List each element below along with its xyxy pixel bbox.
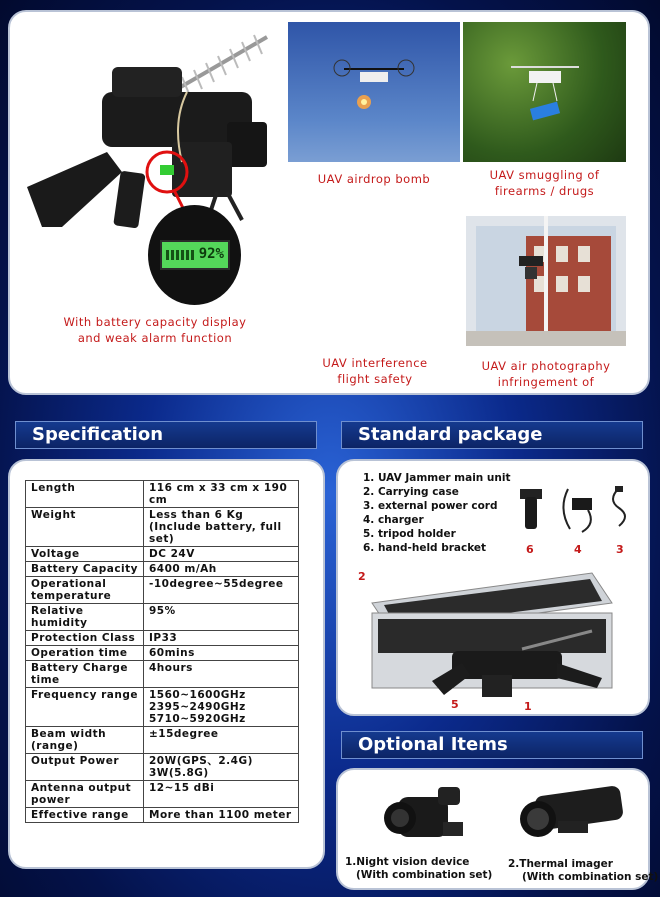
spec-key: Effective range — [26, 808, 144, 823]
spec-value: 20W(GPS、2.4G) 3W(5.8G) — [144, 754, 299, 781]
spec-key: Weight — [26, 508, 144, 547]
spec-value: 95% — [144, 604, 299, 631]
table-row — [26, 661, 299, 688]
table-row — [26, 577, 299, 604]
marker-one: 1 — [524, 700, 532, 713]
spec-key: Voltage — [26, 547, 144, 562]
spec-key: Beam width (range) — [26, 727, 144, 754]
spec-key: Battery Charge time — [26, 661, 144, 688]
optional-item-night-vision: 1.Night vision device (With combination set) — [345, 856, 493, 881]
spec-value: IP33 — [144, 631, 299, 646]
charger-image — [558, 484, 598, 534]
marker-six: 6 — [526, 543, 534, 556]
table-row — [26, 481, 299, 508]
table-row — [26, 508, 299, 547]
spec-value: ±15degree — [144, 727, 299, 754]
spec-key: Operational temperature — [26, 577, 144, 604]
specification-header: Specification — [15, 421, 317, 449]
spec-value: 4hours — [144, 661, 299, 688]
marker-five: 5 — [451, 698, 459, 711]
spec-key: Protection Class — [26, 631, 144, 646]
spec-value: Less than 6 Kg (Include battery, full set) — [144, 508, 299, 547]
spec-value: 12~15 dBi — [144, 781, 299, 808]
list-item: 4. charger — [363, 514, 424, 526]
hand-bracket-image — [516, 487, 546, 532]
marker-four: 4 — [574, 543, 582, 556]
airdrop-photo — [288, 22, 460, 162]
spec-value: 1560~1600GHz 2395~2490GHz 5710~5920GHz — [144, 688, 299, 727]
airdrop-caption: UAV airdrop bomb — [317, 172, 431, 186]
carrying-case-image — [362, 563, 617, 703]
optional-item-thermal-imager: 2.Thermal imager (With combination set) — [508, 858, 659, 883]
photography-photo — [466, 216, 626, 346]
photography-caption: UAV air photography infringement of — [481, 359, 611, 389]
marker-two: 2 — [358, 570, 366, 583]
power-cord-image — [605, 486, 633, 528]
yagi-antenna — [172, 35, 267, 96]
table-row — [26, 754, 299, 781]
spec-value: DC 24V — [144, 547, 299, 562]
spec-key: Output Power — [26, 754, 144, 781]
spec-value: More than 1100 meter — [144, 808, 299, 823]
list-item: 1. UAV Jammer main unit — [363, 472, 511, 484]
list-item: 2. Carrying case — [363, 486, 459, 498]
jammer-gun-image — [22, 22, 282, 262]
marker-three: 3 — [616, 543, 624, 556]
standard-package-header: Standard package — [341, 421, 643, 449]
smuggling-caption: UAV smuggling of firearms / drugs — [489, 168, 600, 198]
table-row — [26, 631, 299, 646]
thermal-imager-image — [518, 781, 630, 843]
spec-value: -10degree~55degree — [144, 577, 299, 604]
battery-display-closeup — [148, 205, 241, 305]
table-row — [26, 781, 299, 808]
list-item: 5. tripod holder — [363, 528, 456, 540]
spec-value: 116 cm x 33 cm x 190 cm — [144, 481, 299, 508]
spec-key: Length — [26, 481, 144, 508]
list-item: 3. external power cord — [363, 500, 498, 512]
table-row — [26, 688, 299, 727]
lcd-reading: 92% — [198, 246, 224, 262]
spec-key: Antenna output power — [26, 781, 144, 808]
smuggling-photo — [463, 22, 626, 162]
spec-value: 6400 m/Ah — [144, 562, 299, 577]
specification-table — [25, 480, 299, 823]
interference-caption: UAV interference flight safety — [322, 356, 428, 386]
package-list — [363, 471, 511, 555]
spec-key: Battery Capacity — [26, 562, 144, 577]
spec-key: Frequency range — [26, 688, 144, 727]
table-row — [26, 808, 299, 823]
list-item: 6. hand-held bracket — [363, 542, 487, 554]
spec-value: 60mins — [144, 646, 299, 661]
spec-key: Relative humidity — [26, 604, 144, 631]
table-row — [26, 547, 299, 562]
table-row — [26, 646, 299, 661]
table-row — [26, 562, 299, 577]
optional-items-header: Optional Items — [341, 731, 643, 759]
table-row — [26, 604, 299, 631]
table-row — [26, 727, 299, 754]
battery-caption: With battery capacity display and weak alarm function — [63, 315, 247, 345]
spec-key: Operation time — [26, 646, 144, 661]
lcd-screen — [160, 240, 230, 270]
night-vision-image — [378, 782, 473, 850]
